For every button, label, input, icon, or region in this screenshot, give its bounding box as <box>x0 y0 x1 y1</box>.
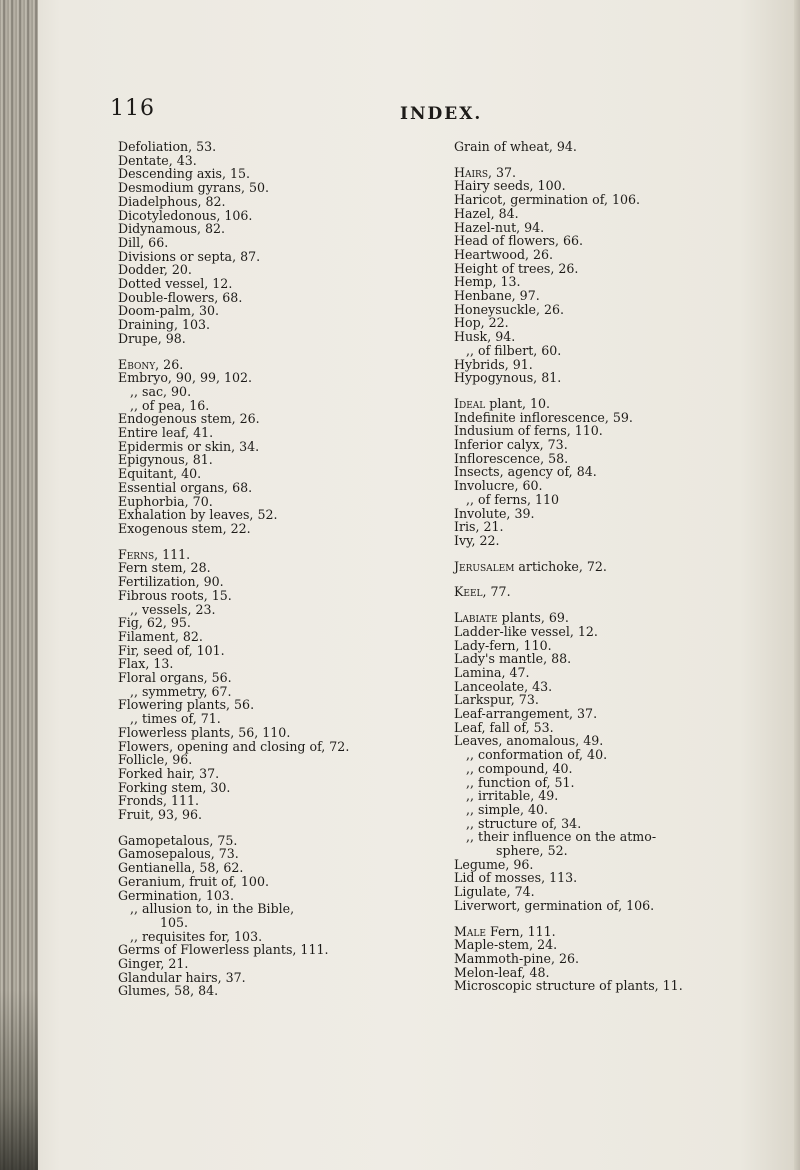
index-entry: Lid of mosses, 113. <box>454 870 578 886</box>
index-entry: Fertilization, 90. <box>118 574 224 590</box>
index-entry: Dentate, 43. <box>118 152 197 168</box>
index-entry: Germs of Flowerless plants, 111. <box>118 942 329 958</box>
index-entry: Fig, 62, 95. <box>118 615 191 631</box>
index-entry: Entire leaf, 41. <box>118 425 214 441</box>
index-entry: Liverwort, germination of, 106. <box>454 897 655 913</box>
index-column-left <box>118 140 448 998</box>
book-binding-edge <box>0 0 38 1170</box>
index-entry: Divisions or septa, 87. <box>118 248 261 264</box>
index-entry: ,, simple, 40. <box>466 801 549 817</box>
index-entry: Flowerless plants, 56, 110. <box>118 724 291 740</box>
index-entry: Dodder, 20. <box>118 262 192 278</box>
index-entry: Gentianella, 58, 62. <box>118 860 244 876</box>
index-entry: Forking stem, 30. <box>118 779 231 795</box>
index-entry: Henbane, 97. <box>454 288 540 304</box>
index-entry: Hypogynous, 81. <box>454 370 562 386</box>
index-entry: Gamopetalous, 75. <box>118 832 238 848</box>
index-entry: Hybrids, 91. <box>454 356 533 372</box>
index-entry: ,, vessels, 23. <box>130 601 216 617</box>
index-entry: Ideal plant, 10. <box>454 395 551 411</box>
index-entry: Equitant, 40. <box>118 466 202 482</box>
index-entry: Lamina, 47. <box>454 664 530 680</box>
index-entry: Desmodium gyrans, 50. <box>118 180 269 196</box>
index-entry: Hairy seeds, 100. <box>454 178 566 194</box>
index-entry: Microscopic structure of plants, 11. <box>454 978 683 994</box>
index-entry: Involucre, 60. <box>454 478 543 494</box>
index-entry: ,, function of, 51. <box>466 774 575 790</box>
index-entry: Insects, agency of, 84. <box>454 464 597 480</box>
index-entry: Hop, 22. <box>454 315 509 331</box>
index-entry: Lanceolate, 43. <box>454 678 553 694</box>
index-entry: Height of trees, 26. <box>454 260 579 276</box>
section-gap <box>118 346 448 358</box>
index-entry: 105. <box>160 914 189 930</box>
page-right-edge <box>794 0 800 1170</box>
index-entry: Iris, 21. <box>454 519 504 535</box>
index-entry: Ladder-like vessel, 12. <box>454 623 598 639</box>
index-entry: ,, of pea, 16. <box>130 397 210 413</box>
index-entry: Grain of wheat, 94. <box>454 139 577 154</box>
index-entry: Euphorbia, 70. <box>118 493 213 509</box>
index-entry: ,, structure of, 34. <box>466 815 582 831</box>
index-entry: ,, requisites for, 103. <box>130 928 263 944</box>
index-entry: Forked hair, 37. <box>118 765 220 781</box>
index-entry: Dill, 66. <box>118 234 169 250</box>
index-entry: Indefinite inflorescence, 59. <box>454 409 633 425</box>
index-entry: Follicle, 96. <box>118 752 193 768</box>
index-entry: ,, compound, 40. <box>466 760 573 776</box>
index-entry: ,, allusion to, in the Bible, <box>130 901 295 917</box>
index-entry: Male Fern, 111. <box>454 923 556 939</box>
index-entry: Keel, 77. <box>454 584 511 600</box>
index-entry: Hazel-nut, 94. <box>454 219 545 235</box>
section-gap <box>118 536 448 548</box>
index-entry: Leaf, fall of, 53. <box>454 719 554 735</box>
index-entry: Flax, 13. <box>118 656 174 672</box>
index-entry: Leaf-arrangement, 37. <box>454 706 598 722</box>
index-entry: Hairs, 37. <box>454 164 517 180</box>
index-entry: Mammoth-pine, 26. <box>454 950 579 966</box>
index-entry: Head of flowers, 66. <box>454 233 583 249</box>
index-entry: ,, sac, 90. <box>130 383 192 399</box>
index-entry: ,, symmetry, 67. <box>130 683 232 699</box>
index-entry: Exhalation by leaves, 52. <box>118 507 278 523</box>
index-entry: Legume, 96. <box>454 856 534 872</box>
index-entry: Essential organs, 68. <box>118 479 253 495</box>
index-entry: ,, times of, 71. <box>130 711 221 727</box>
index-entry: Doom-palm, 30. <box>118 303 220 319</box>
index-entry: Ginger, 21. <box>118 956 189 972</box>
index-entry: Ivy, 22. <box>454 532 500 548</box>
index-entry: Ferns, 111. <box>118 546 191 562</box>
index-entry: Lady's mantle, 88. <box>454 651 572 667</box>
section-gap <box>118 822 448 834</box>
index-entry: Inflorescence, 58. <box>454 450 569 466</box>
index-entry: ,, of filbert, 60. <box>466 342 562 358</box>
index-entry: Maple-stem, 24. <box>454 937 558 953</box>
index-entry: Lady-fern, 110. <box>454 637 552 653</box>
index-entry: Husk, 94. <box>454 329 516 345</box>
index-entry: Embryo, 90, 99, 102. <box>118 370 253 386</box>
index-entry: Defoliation, 53. <box>118 139 217 154</box>
index-entry: Fruit, 93, 96. <box>118 807 203 823</box>
index-entry: Dotted vessel, 12. <box>118 276 233 292</box>
page-number: 116 <box>110 96 155 121</box>
index-entry: Fibrous roots, 15. <box>118 587 232 603</box>
index-entry: Epigynous, 81. <box>118 452 213 468</box>
index-entry: Descending axis, 15. <box>118 166 251 182</box>
index-entry: Draining, 103. <box>118 317 211 333</box>
index-entry: Leaves, anomalous, 49. <box>454 733 604 749</box>
index-entry: Jerusalem artichoke, 72. <box>454 558 607 574</box>
index-entry: Larkspur, 73. <box>454 692 539 708</box>
index-entry: Hemp, 13. <box>454 274 521 290</box>
index-entry: ,, their influence on the atmo- <box>466 829 657 845</box>
index-entry: Melon-leaf, 48. <box>454 964 550 980</box>
index-entry: ,, irritable, 49. <box>466 788 559 804</box>
index-column-right <box>454 140 794 993</box>
index-entry: Epidermis or skin, 34. <box>118 438 260 454</box>
index-entry: ,, of ferns, 110 <box>466 491 560 507</box>
section-gap <box>454 913 794 925</box>
index-entry: Labiate plants, 69. <box>454 610 569 626</box>
running-header: INDEX. <box>400 104 483 124</box>
index-entry: Fir, seed of, 101. <box>118 642 225 658</box>
index-entry: Inferior calyx, 73. <box>454 437 568 453</box>
index-entry: Indusium of ferns, 110. <box>454 423 603 439</box>
index-entry: Fern stem, 28. <box>118 560 211 576</box>
index-entry: Ebony, 26. <box>118 356 184 372</box>
index-entry: Heartwood, 26. <box>454 246 554 262</box>
index-entry: Hazel, 84. <box>454 205 519 221</box>
index-entry: Geranium, fruit of, 100. <box>118 873 269 889</box>
index-entry: Glumes, 58, 84. <box>118 983 219 999</box>
section-gap <box>454 154 794 166</box>
index-entry: Double-flowers, 68. <box>118 289 243 305</box>
index-entry: Germination, 103. <box>118 887 234 903</box>
index-entry: sphere, 52. <box>496 843 568 859</box>
index-entry: Ligulate, 74. <box>454 884 535 900</box>
index-entry: Haricot, germination of, 106. <box>454 192 640 208</box>
index-entry: Involute, 39. <box>454 505 535 521</box>
index-entry: Flowers, opening and closing of, 72. <box>118 738 350 754</box>
index-entry: Glandular hairs, 37. <box>118 969 246 985</box>
index-entry: Floral organs, 56. <box>118 670 232 686</box>
index-entry: Honeysuckle, 26. <box>454 301 565 317</box>
index-entry: Filament, 82. <box>118 628 203 644</box>
index-entry: Didynamous, 82. <box>118 221 226 237</box>
index-entry: Drupe, 98. <box>118 330 186 346</box>
index-entry: ,, conformation of, 40. <box>466 747 608 763</box>
index-entry: Exogenous stem, 22. <box>118 520 251 536</box>
index-entry: Dicotyledonous, 106. <box>118 207 253 223</box>
index-entry: Endogenous stem, 26. <box>118 411 260 427</box>
index-entry: Gamosepalous, 73. <box>118 846 239 862</box>
index-entry: Flowering plants, 56. <box>118 697 255 713</box>
index-entry: Diadelphous, 82. <box>118 193 226 209</box>
index-entry: Fronds, 111. <box>118 793 200 809</box>
